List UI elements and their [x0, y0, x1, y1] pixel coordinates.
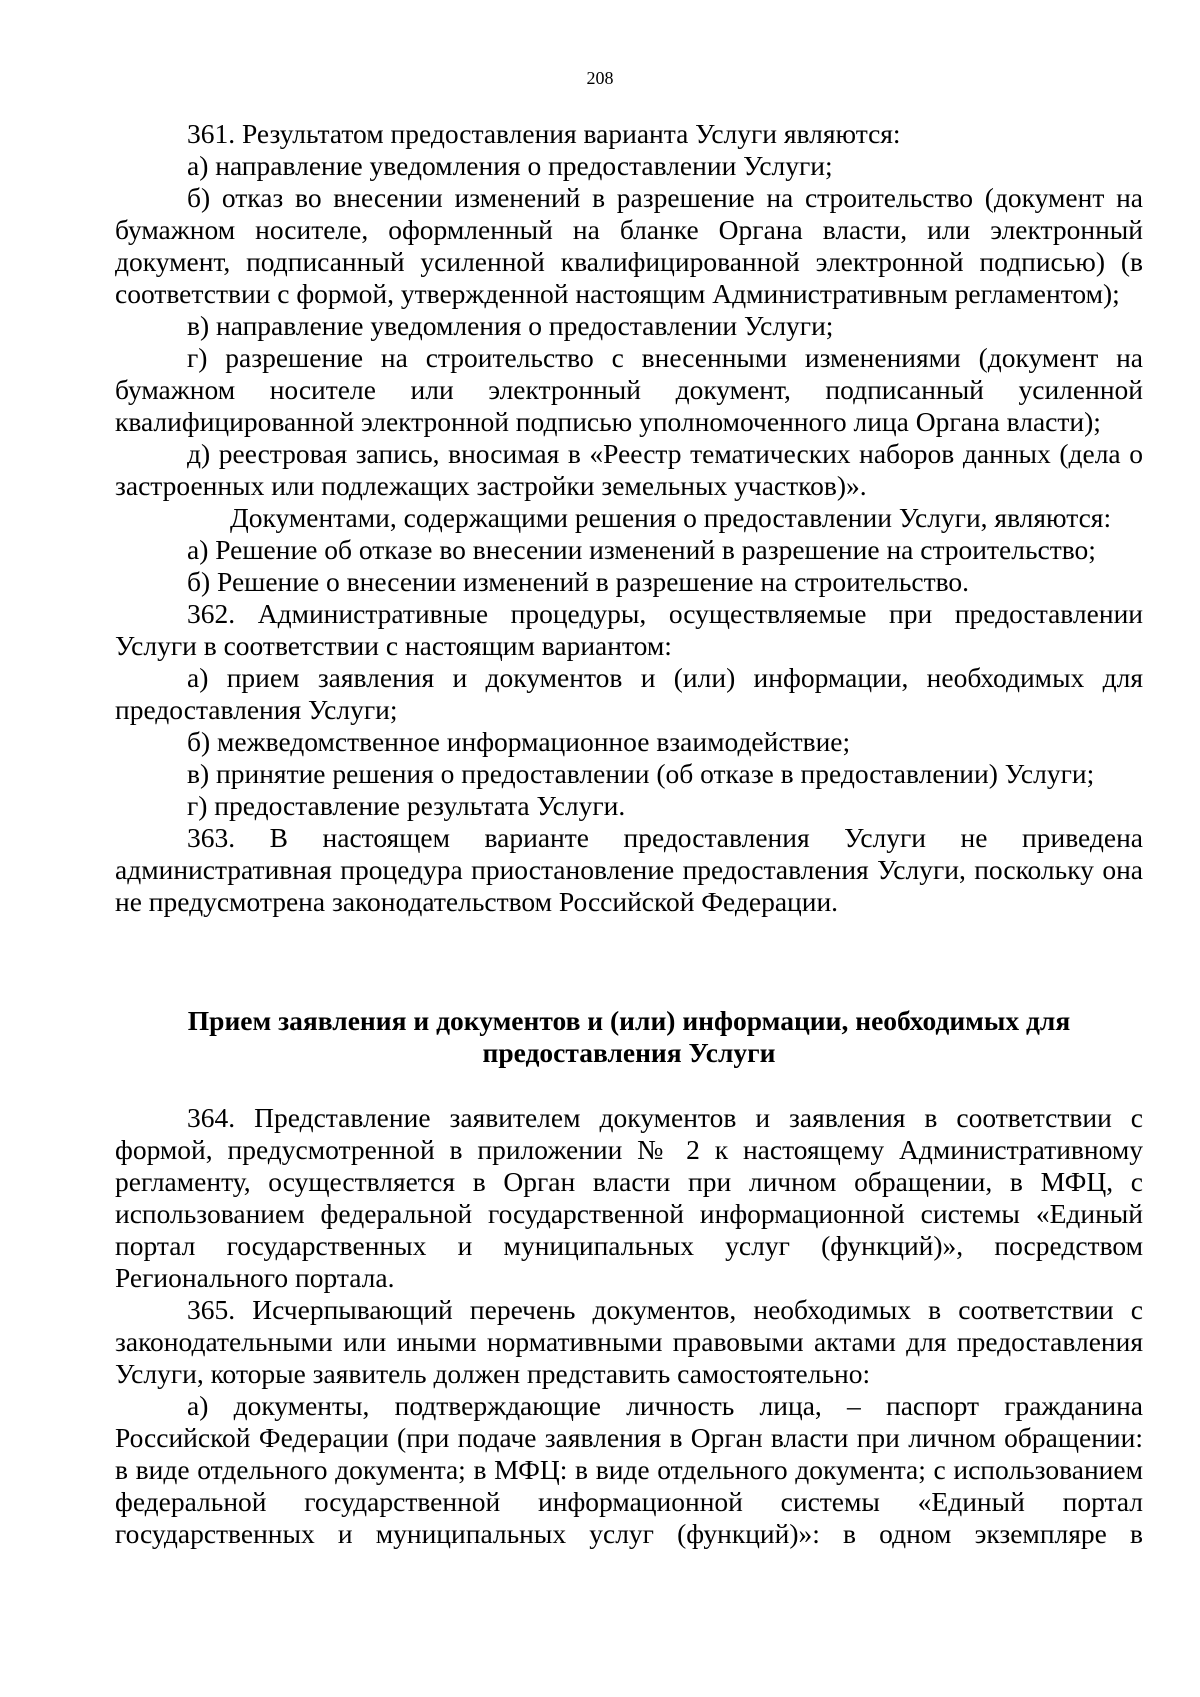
paragraph-363: 363. В настоящем варианте предоставления Услуги не приведена административная процедура приостановление предоставления Услуги, поскольку она не предусмотрена законодательством Российской Федерации. [115, 822, 1143, 917]
paragraph-361: 361. Результатом предоставления варианта Услуги являются: [187, 118, 901, 149]
paragraph-decision-b: б) Решение о внесении изменений в разрешение на строительство. [187, 566, 970, 597]
paragraph-361-a: а) направление уведомления о предоставлении Услуги; [187, 150, 833, 181]
paragraph-365: 365. Исчерпывающий перечень документов, необходимых в соответствии с законодательными или иными нормативными правовыми актами для предоставления Услуги, которые заявитель должен представить самостоятельно: [115, 1294, 1143, 1389]
body-section-1 [115, 118, 1143, 918]
paragraph-361-g: г) разрешение на строительство с внесенными изменениями (документ на бумажном носителе или электронный документ, подписанный усиленной квалифицированной электронной подписью уполномоченного лица Органа власти); [115, 342, 1143, 437]
paragraph-361-v: в) направление уведомления о предоставлении Услуги; [187, 310, 834, 341]
paragraph-362-v: в) принятие решения о предоставлении (об отказе в предоставлении) Услуги; [187, 758, 1095, 789]
section-heading: Прием заявления и документов и (или) информации, необходимых для предоставления Услуги [187, 1005, 1071, 1068]
body-section-2 [115, 1102, 1143, 1550]
paragraph-364: 364. Представление заявителем документов и заявления в соответствии с формой, предусмотренной в приложении № 2 к настоящему Административному регламенту, осуществляется в Орган власти при личном обращении, в МФЦ, с использованием федеральной государственной информационной системы «Единый портал государственных и муниципальных услуг (функций)», посредством Регионального портала. [115, 1102, 1143, 1293]
paragraph-361-d: д) реестровая запись, вносимая в «Реестр тематических наборов данных (дела о застроенных или подлежащих застройки земельных участков)». [115, 438, 1143, 501]
paragraph-362-b: б) межведомственное информационное взаимодействие; [187, 726, 851, 757]
paragraph-365-a: а) документы, подтверждающие личность лица, – паспорт гражданина Российской Федерации (при подаче заявления в Орган власти при личном обращении: в виде отдельного документа; в МФЦ: в виде отдельного документа; с использованием федеральной государственной информационной системы «Единый портал государственных и муниципальных услуг (функций)»: в одном экземпляре в [115, 1390, 1143, 1549]
paragraph-362-g: г) предоставление результата Услуги. [187, 790, 626, 821]
paragraph-362-a: а) прием заявления и документов и (или) информации, необходимых для предоставления Услуги; [115, 662, 1143, 725]
paragraph-decision-a: а) Решение об отказе во внесении изменений в разрешение на строительство; [187, 534, 1096, 565]
paragraph-361-b: б) отказ во внесении изменений в разрешение на строительство (документ на бумажном носителе, оформленный на бланке Органа власти, или электронный документ, подписанный усиленной квалифицированной электронной подписью) (в соответствии с формой, утвержденной настоящим Административным регламентом); [115, 182, 1143, 309]
page-number: 208 [586, 68, 614, 88]
paragraph-decisions-intro: Документами, содержащими решения о предоставлении Услуги, являются: [230, 502, 1112, 533]
paragraph-362: 362. Административные процедуры, осуществляемые при предоставлении Услуги в соответствии с настоящим вариантом: [115, 598, 1143, 661]
